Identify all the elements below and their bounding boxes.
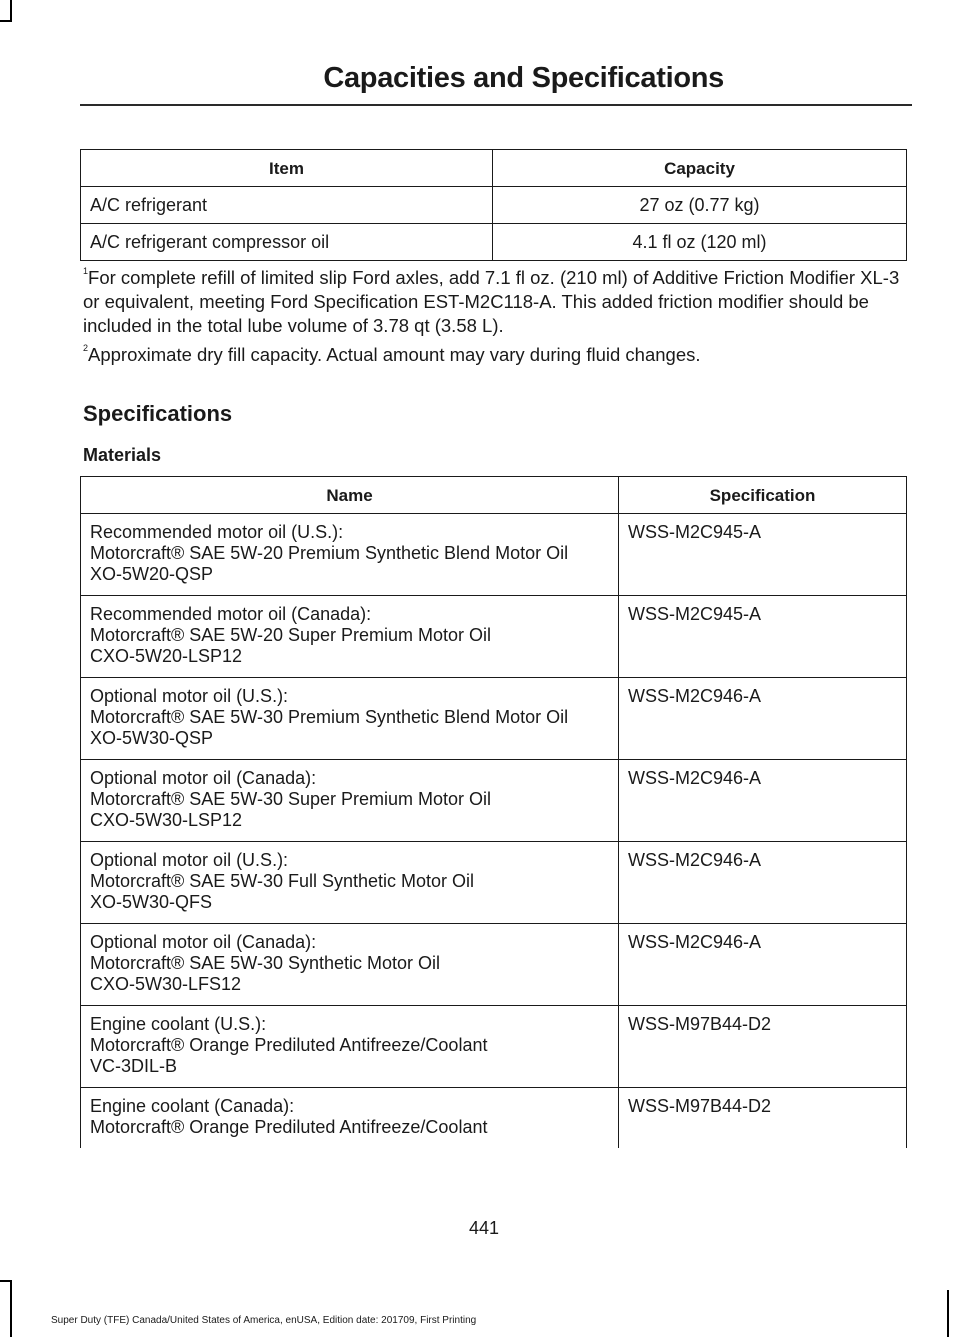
name-line: VC-3DIL-B [90, 1056, 178, 1076]
column-header-item: Item [81, 150, 493, 187]
crop-mark [10, 0, 12, 22]
footnote-2 [83, 343, 913, 367]
name-line: Optional motor oil (Canada): [90, 932, 317, 952]
spec-cell: WSS-M2C946-A [619, 678, 907, 760]
name-line: Engine coolant (U.S.): [90, 1014, 267, 1034]
name-cell [81, 1088, 619, 1149]
item-cell: A/C refrigerant compressor oil [81, 224, 493, 261]
spec-cell: WSS-M2C945-A [619, 514, 907, 596]
footnote-text: Approximate dry fill capacity. Actual amount may vary during fluid changes. [88, 344, 701, 365]
crop-mark [0, 1280, 12, 1282]
crop-mark [947, 1290, 949, 1337]
edition-line: Super Duty (TFE) Canada/United States of America, enUSA, Edition date: 201709, First Printing [51, 1315, 477, 1326]
name-line: Recommended motor oil (U.S.): [90, 522, 344, 542]
crop-mark [10, 1280, 12, 1337]
section-subheading: Materials [83, 445, 162, 465]
table-row [81, 1088, 907, 1149]
name-line: Motorcraft® Orange Prediluted Antifreeze/Coolant [90, 1035, 488, 1055]
capacity-table [80, 149, 907, 261]
name-line: Optional motor oil (U.S.): [90, 686, 289, 706]
footnote-1 [83, 266, 913, 338]
table-row [81, 514, 907, 596]
name-line: Motorcraft® SAE 5W-20 Super Premium Motor Oil [90, 625, 492, 645]
name-cell [81, 842, 619, 924]
table-row [81, 924, 907, 1006]
name-line: Motorcraft® SAE 5W-30 Full Synthetic Motor Oil [90, 871, 475, 891]
column-header-specification: Specification [619, 477, 907, 514]
materials-table [80, 476, 907, 1148]
page-title: Capacities and Specifications [323, 62, 724, 94]
spec-cell: WSS-M2C946-A [619, 842, 907, 924]
table-row [81, 842, 907, 924]
table-row [81, 596, 907, 678]
name-line: Optional motor oil (U.S.): [90, 850, 289, 870]
capacity-cell: 4.1 fl oz (120 ml) [493, 224, 907, 261]
table-row [81, 1006, 907, 1088]
table-row [81, 224, 907, 261]
spec-cell: WSS-M97B44-D2 [619, 1006, 907, 1088]
name-line: Motorcraft® SAE 5W-20 Premium Synthetic Blend Motor Oil [90, 543, 569, 563]
spec-cell: WSS-M97B44-D2 [619, 1088, 907, 1149]
name-line: XO-5W30-QFS [90, 892, 213, 912]
name-cell [81, 760, 619, 842]
name-line: XO-5W20-QSP [90, 564, 214, 584]
name-cell [81, 596, 619, 678]
name-line: CXO-5W30-LSP12 [90, 810, 243, 830]
capacity-cell: 27 oz (0.77 kg) [493, 187, 907, 224]
spec-cell: WSS-M2C946-A [619, 924, 907, 1006]
table-header-row [81, 477, 907, 514]
item-cell: A/C refrigerant [81, 187, 493, 224]
spec-cell: WSS-M2C946-A [619, 760, 907, 842]
name-cell [81, 514, 619, 596]
column-header-name: Name [81, 477, 619, 514]
name-cell [81, 924, 619, 1006]
name-line: XO-5W30-QSP [90, 728, 214, 748]
table-header-row [81, 150, 907, 187]
name-cell [81, 1006, 619, 1088]
name-line: Engine coolant (Canada): [90, 1096, 295, 1116]
name-line: Motorcraft® SAE 5W-30 Synthetic Motor Oil [90, 953, 441, 973]
crop-mark [0, 20, 12, 22]
section-heading: Specifications [83, 401, 233, 426]
spec-cell: WSS-M2C945-A [619, 596, 907, 678]
name-cell [81, 678, 619, 760]
column-header-capacity: Capacity [493, 150, 907, 187]
name-line: Motorcraft® SAE 5W-30 Super Premium Motor Oil [90, 789, 492, 809]
footnote-mark: 1 [83, 266, 89, 276]
name-line: Recommended motor oil (Canada): [90, 604, 372, 624]
title-rule [80, 104, 912, 106]
footnote-text: For complete refill of limited slip Ford axles, add 7.1 fl oz. (210 ml) of Additive Friction Modifier XL-3 or equivalent, meeting Ford Specification EST-M2C118-A. This added friction modifier should be included in the total lube volume of 3.78 qt (3.58 L). [83, 267, 900, 336]
name-line: CXO-5W20-LSP12 [90, 646, 243, 666]
name-line: Motorcraft® SAE 5W-30 Premium Synthetic Blend Motor Oil [90, 707, 569, 727]
footnote-mark: 2 [83, 343, 89, 353]
name-line: CXO-5W30-LFS12 [90, 974, 242, 994]
table-row [81, 678, 907, 760]
table-row [81, 760, 907, 842]
page-number: 441 [468, 1218, 500, 1238]
table-row [81, 187, 907, 224]
name-line: Motorcraft® Orange Prediluted Antifreeze/Coolant [90, 1117, 488, 1137]
name-line: Optional motor oil (Canada): [90, 768, 317, 788]
